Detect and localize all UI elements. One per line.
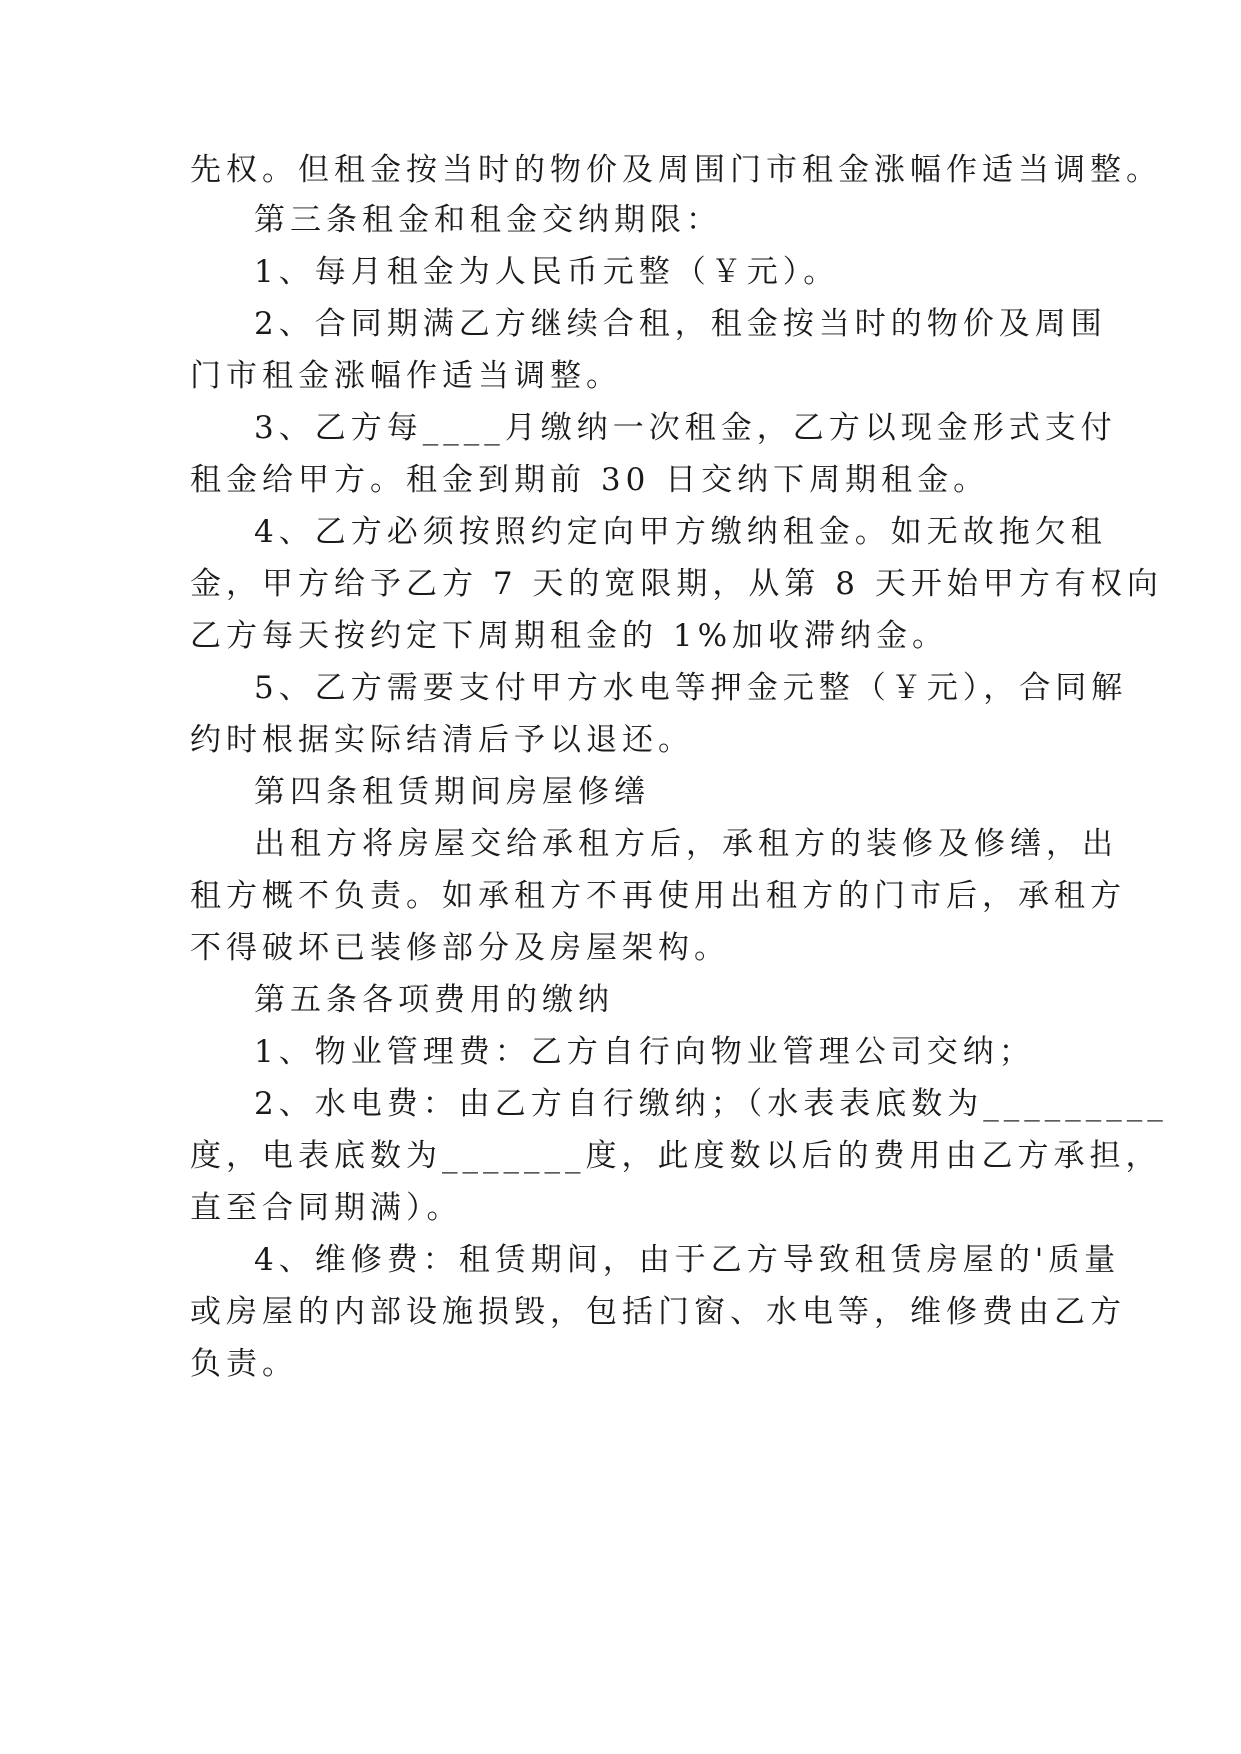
paragraph-line: 租金给甲方。租金到期前 30 日交纳下周期租金。 [190, 462, 990, 498]
paragraph-line: 5、乙方需要支付甲方水电等押金元整（￥元），合同解 [254, 670, 1128, 706]
paragraph-line: 约时根据实际结清后予以退还。 [190, 722, 694, 758]
paragraph-line: 直至合同期满）。 [190, 1190, 463, 1226]
paragraph-line: 租方概不负责。如承租方不再使用出租方的门市后，承租方 [190, 878, 1126, 914]
article-heading: 第五条各项费用的缴纳 [254, 982, 614, 1018]
paragraph-line: 不得破坏已装修部分及房屋架构。 [190, 930, 730, 966]
paragraph-line: 度，电表底数为_______度，此度数以后的费用由乙方承担， [190, 1138, 1162, 1174]
paragraph-line: 或房屋的内部设施损毁，包括门窗、水电等，维修费由乙方 [190, 1294, 1126, 1330]
paragraph-line: 出租方将房屋交给承租方后，承租方的装修及修缮，出 [254, 826, 1118, 862]
paragraph-line: 1、物业管理费：乙方自行向物业管理公司交纳； [254, 1034, 1035, 1070]
paragraph-line: 1、每月租金为人民币元整（￥元）。 [254, 254, 840, 290]
article-heading: 第四条租赁期间房屋修缮 [254, 774, 650, 810]
paragraph-line: 乙方每天按约定下周期租金的 1%加收滞纳金。 [190, 618, 949, 654]
paragraph-line: 2、合同期满乙方继续合租，租金按当时的物价及周围 [254, 306, 1107, 342]
paragraph-line: 4、维修费：租赁期间，由于乙方导致租赁房屋的'质量 [254, 1242, 1121, 1278]
paragraph-line: 负责。 [190, 1346, 298, 1382]
paragraph-line: 金，甲方给予乙方 7 天的宽限期，从第 8 天开始甲方有权向 [190, 566, 1163, 602]
paragraph-line: 先权。但租金按当时的物价及周围门市租金涨幅作适当调整。 [190, 152, 1162, 188]
paragraph-line: 2、水电费：由乙方自行缴纳；（水表表底数为_________ [254, 1086, 1168, 1122]
paragraph-line: 门市租金涨幅作适当调整。 [190, 358, 622, 394]
paragraph-line: 3、乙方每____月缴纳一次租金，乙方以现金形式支付 [254, 410, 1117, 446]
paragraph-line: 4、乙方必须按照约定向甲方缴纳租金。如无故拖欠租 [254, 514, 1107, 550]
article-heading: 第三条租金和租金交纳期限： [254, 202, 722, 238]
